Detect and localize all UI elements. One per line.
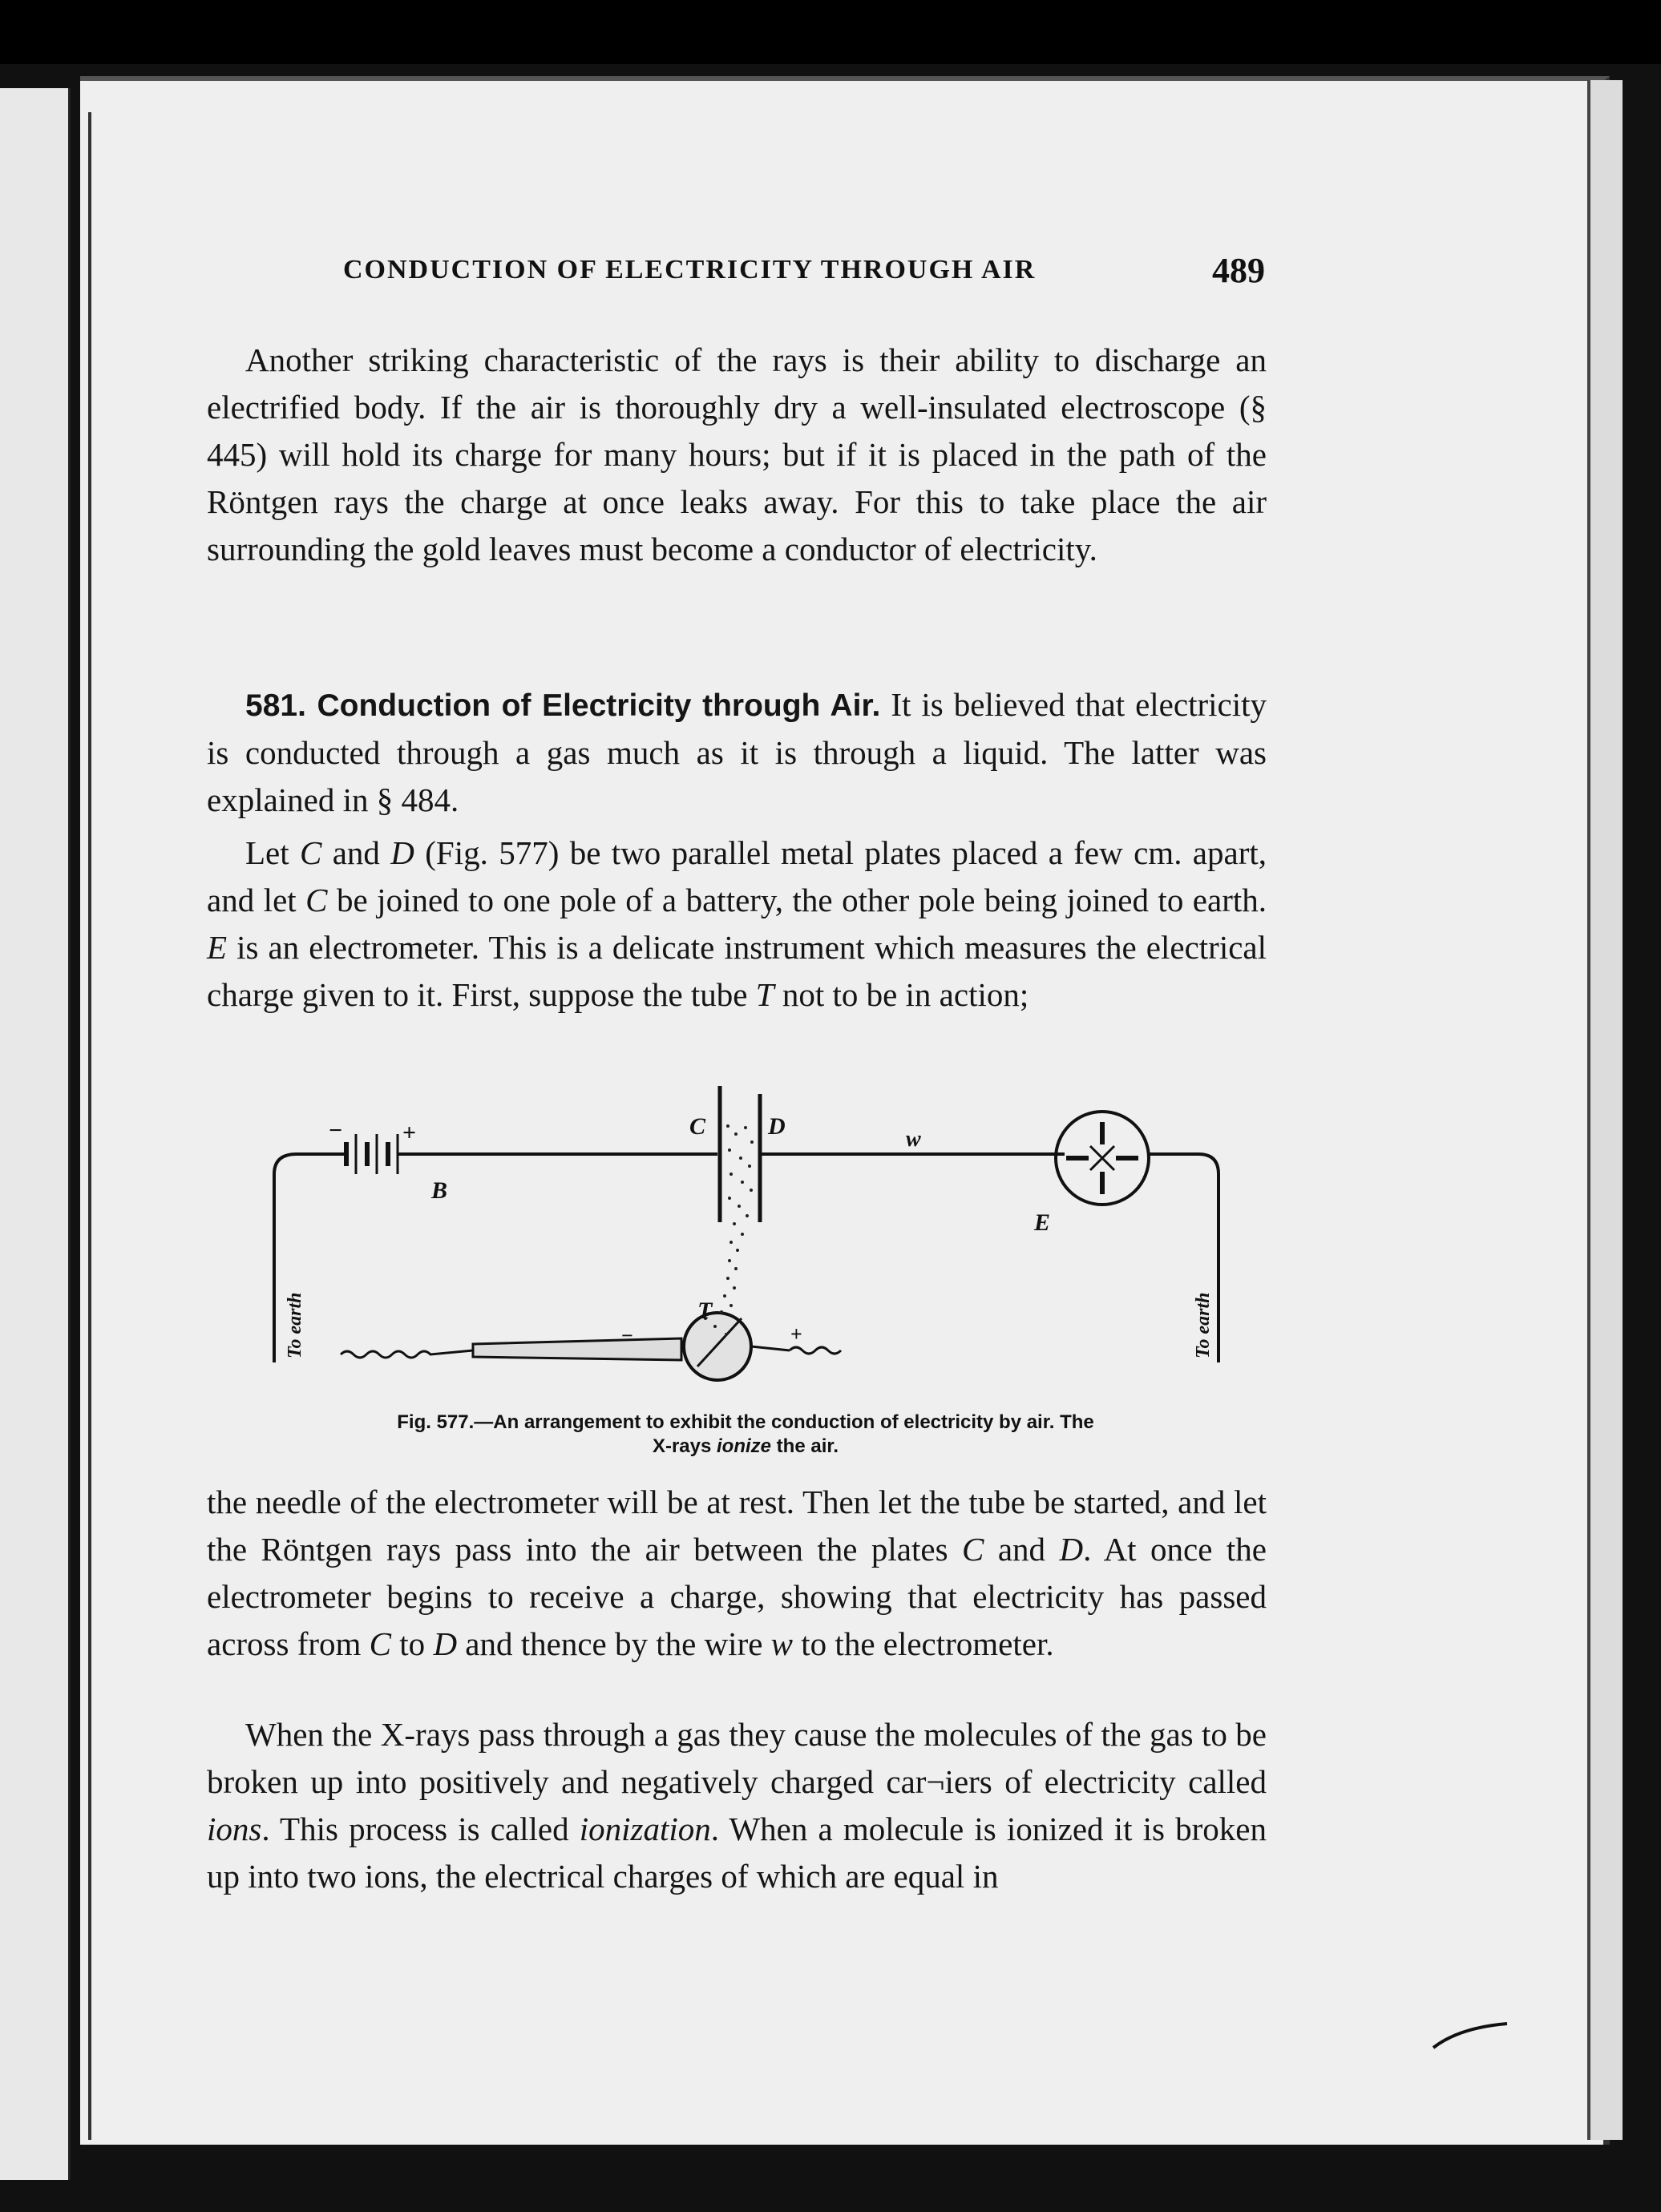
italic-c: C (962, 1531, 984, 1568)
section-text: It is believed that electricity is conducted through a gas much as it is through a liquid. The latter was explained in § 484. (207, 686, 1267, 818)
left-to-earth-label: To earth (285, 1292, 305, 1358)
tube-plus-label: + (790, 1322, 802, 1346)
section-581 (207, 681, 1267, 824)
text-run: the needle of the electrometer will be at rest. Then let the tube be started, and let the Röntgen rays pass into the air between the plates (207, 1483, 1267, 1568)
italic-c: C (305, 882, 328, 918)
label-c: C (689, 1113, 706, 1140)
text-run: (Fig. 577) be two parallel metal plates placed a few cm. apart, and let (207, 834, 1267, 918)
label-d: D (768, 1113, 786, 1140)
text-run: is an electrometer. This is a delicate instrument which measures the electrical charge given to it. First, suppose the tube (207, 929, 1267, 1013)
paragraph-text: Another striking characteristic of the rays is their ability to discharge an electrified body. If the air is thoroughly dry a well-insulated electroscope (§ 445) will hold its charge for many hours; but if it is placed in the path of the Röntgen rays the charge at once leaks away. For this to take place the air surrounding the gold leaves must become a conductor of electricity. (207, 341, 1267, 567)
paragraph-needle (207, 1479, 1267, 1668)
text-run: When the X-rays pass through a gas they cause the molecules of the gas to be broken up into positively and negatively charged car¬iers of electricity called (207, 1716, 1267, 1800)
right-to-earth-label: To earth (1193, 1292, 1214, 1358)
text-run: to (391, 1625, 434, 1662)
text-run: and thence by the wire (457, 1625, 771, 1662)
italic-w: w (770, 1625, 794, 1662)
label-t: T (697, 1298, 713, 1324)
label-w: w (906, 1127, 921, 1152)
tube-lead-right (790, 1347, 841, 1354)
electrometer-needle (1090, 1146, 1114, 1170)
gutter-line (88, 112, 91, 2140)
text-run: to the electrometer. (793, 1625, 1054, 1662)
paragraph-ionization (207, 1711, 1267, 1900)
text-run: . When a molecule is ionized it is broken up into two ions, the electrical charges of which are equal in (207, 1810, 1267, 1895)
battery-plus-label: + (402, 1120, 417, 1146)
tube-minus-label: − (621, 1324, 633, 1347)
pencil-mark (1427, 2012, 1515, 2060)
tube-lead-left (341, 1350, 473, 1358)
label-b: B (431, 1177, 448, 1204)
x-ray-tube-bulb (684, 1313, 751, 1380)
italic-d: D (433, 1625, 458, 1662)
scan-border-top (0, 0, 1661, 64)
text-run: . This process is called (261, 1810, 580, 1847)
caption-text: the air. (771, 1435, 839, 1457)
facing-page-edge (0, 88, 71, 2180)
text-run: and (984, 1531, 1060, 1568)
circuit-diagram (257, 1078, 1251, 1391)
caption-text: X-rays (652, 1435, 717, 1457)
paragraph-discharge (207, 337, 1267, 573)
caption-line-1: Fig. 577.—An arrangement to exhibit the conduction of electricity by air. The (397, 1411, 1094, 1433)
italic-ions: ions (207, 1810, 262, 1847)
italic-d: D (1059, 1531, 1084, 1568)
section-heading: 581. Conduction of Electricity through Air. (245, 688, 881, 723)
text-run: and (321, 834, 391, 871)
figure-caption (273, 1411, 1218, 1459)
italic-c: C (369, 1625, 392, 1662)
label-e: E (1034, 1209, 1051, 1236)
text-run: be joined to one pole of a battery, the other pole being joined to earth. (327, 882, 1267, 918)
text-run: not to be in action; (774, 976, 1029, 1013)
figure-577 (257, 1078, 1251, 1391)
tube-cathode-neck (473, 1338, 681, 1360)
caption-italic: ionize (717, 1435, 772, 1457)
text-run: . At once the electrometer begins to receive a charge, showing that electricity has passed across from (207, 1531, 1267, 1662)
italic-e: E (207, 929, 228, 966)
page-number: 489 (1212, 251, 1265, 290)
italic-d: D (390, 834, 414, 871)
italic-c: C (300, 834, 322, 871)
italic-ionization: ionization (579, 1810, 711, 1847)
paragraph-plates (207, 830, 1267, 1019)
battery-minus-label: − (329, 1117, 343, 1144)
running-header (343, 251, 1265, 303)
left-earth-wire (274, 1154, 337, 1362)
italic-t: T (755, 976, 774, 1013)
page-edge-right (1587, 80, 1623, 2140)
text-run: Let (245, 834, 300, 871)
running-title: CONDUCTION OF ELECTRICITY THROUGH AIR (343, 255, 1037, 285)
